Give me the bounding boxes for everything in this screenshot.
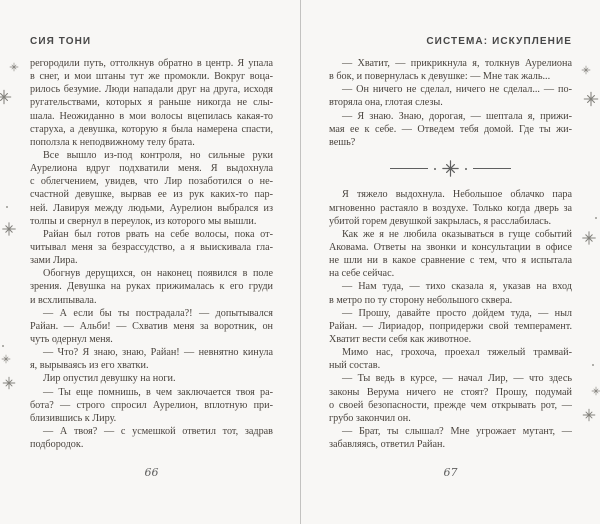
sparkle-star-icon xyxy=(583,409,596,422)
text-line: Я тяжело выдохнула. Небольшое облачко пара xyxy=(342,189,572,201)
text-line: Лир опустил девушку на ноги. xyxy=(43,373,176,385)
sparkle-star-icon xyxy=(2,355,11,364)
margin-dot xyxy=(592,364,594,366)
sparkle-star-icon xyxy=(3,377,16,390)
text-line: поползла к неподвижному телу брата. xyxy=(30,136,195,148)
text-line: вторяла она, глотая слезы. xyxy=(329,97,443,109)
text-line: Аурелиона вдруг подхватили меня. Я выдохнула xyxy=(30,163,273,175)
text-line: ругательствами, которых я раньше никогда не слы- xyxy=(30,97,273,109)
text-line: Аковама. Ответы на звонки и консультации в офисе xyxy=(329,241,572,253)
ornament-dot xyxy=(434,168,436,170)
text-line: убитой горем девушкой закрылась, я расслабилась. xyxy=(329,215,552,227)
text-line: — А если бы ты пострадала?! — допытывался xyxy=(43,307,273,319)
text-line: — Ты ведь в курсе, — начал Лир, — что здесь xyxy=(342,373,572,385)
running-header-title: СИСТЕМА: ИСКУПЛЕНИЕ xyxy=(426,36,572,47)
text-line: и всхлипывала. xyxy=(30,294,97,306)
text-line: Райан. — Лириадор, попридержи свой темперамент. xyxy=(329,320,572,332)
text-line: на себе сейчас. xyxy=(329,268,395,280)
text-line: шала. Неожиданно в мои волосы вцепилась какая-то xyxy=(30,110,273,122)
text-line: грубо закончил он. xyxy=(329,412,411,424)
sparkle-star-icon xyxy=(592,387,600,396)
text-line: — Хватит, — прикрикнула я, толкнув Аурелиона xyxy=(342,58,572,69)
ornament-rule-left xyxy=(390,168,428,169)
page-gutter-divider xyxy=(300,0,301,524)
text-line: бота? — строго спросил Аурелион, вплотную при- xyxy=(30,399,273,411)
text-line: с облегчением, увидев, что Лир позаботился о не- xyxy=(30,176,273,188)
text-line: зрения. Девушка на руках прижималась к его груди xyxy=(30,281,273,293)
text-line: Обогнув дерущихся, он наконец появился в поле xyxy=(43,268,273,280)
margin-dot xyxy=(595,217,597,219)
text-line: законы Верума ничего не стоят? Прошу, подумай xyxy=(329,386,572,398)
text-line: я, вырываясь из его хватки. xyxy=(30,360,149,372)
text-line: в метро по ту сторону небольшого сквера. xyxy=(329,294,513,306)
sparkle-star-icon xyxy=(582,66,591,75)
text-line: — Я знаю. Знаю, дорогая, — шептала я, прижи- xyxy=(342,110,572,122)
text-line: — Прошу, давайте просто дойдем туда, — ныл xyxy=(342,307,572,319)
running-header-author: СИЯ ТОНИ xyxy=(30,36,92,47)
text-line: — А твоя? — с усмешкой ответил тот, задрав xyxy=(43,425,273,437)
text-line: Мимо нас, грохоча, проехал тяжелый трамвай- xyxy=(342,347,572,359)
sparkle-star-icon xyxy=(582,231,596,245)
sparkle-star-icon xyxy=(2,222,16,236)
text-line: мая ее к себе. — Отведем тебя домой. Где ты жи- xyxy=(329,123,572,135)
text-line: ный состав. xyxy=(329,360,381,372)
sparkle-star-icon xyxy=(442,160,459,177)
text-line: подбородок. xyxy=(30,439,84,451)
text-line: в бок, и повернулась к девушке: — Мне так жаль... xyxy=(329,71,551,83)
text-line: Хватит вести себя как животное. xyxy=(329,333,472,345)
text-line: рилось безумие. Люди нападали друг на друга, исходя xyxy=(30,84,273,96)
text-line: ней. Лавируя между людьми, Аурелион выбрался из xyxy=(30,202,273,214)
scene-break-ornament xyxy=(329,149,572,188)
page-number-right: 67 xyxy=(443,466,458,479)
text-line: Райан был готов рвать на себе волосы, пока от- xyxy=(43,228,273,240)
text-line: регородили путь, оттолкнув обратно в центр. Я упала xyxy=(30,58,273,69)
text-line: вешь? xyxy=(329,136,356,148)
text-line: старуха, а девушка, которую я была намерена спасти, xyxy=(30,123,273,135)
text-line: чуть одернул меня. xyxy=(30,333,113,345)
text-line: близившись к Лиру. xyxy=(30,412,117,424)
text-line: Райан. — Альби! — Схватив меня за воротник, он xyxy=(30,320,273,332)
ornament-dot xyxy=(465,168,467,170)
text-line: — Брат, ты слышал? Мне угрожает мутант, — xyxy=(342,425,572,437)
text-line: забавляясь, ответил Райан. xyxy=(329,439,446,451)
text-line: мгновенно растаяло в воздухе. Только когда дверь за xyxy=(329,202,572,214)
text-line: толпы и свернул в переулок, из которого мы вышли. xyxy=(30,215,257,227)
text-line: зами Лира. xyxy=(30,255,78,267)
text-line: счастной девушке, вырвав ее из рук каких-то пар- xyxy=(30,189,273,201)
text-line: — Что? Я знаю, знаю, Райан! — невнятно кинула xyxy=(43,347,273,359)
page-number-left: 66 xyxy=(144,466,159,479)
text-line: читывал меня за безрассудство, а я выискивала гла- xyxy=(30,241,273,253)
sparkle-star-icon xyxy=(10,63,19,72)
text-line: Как же я не любила оказываться в гуще событий xyxy=(342,228,572,240)
text-line: Все вышло из-под контроля, но сильные руки xyxy=(43,149,273,161)
text-line: — Нам туда, — тихо сказала я, указав на вход xyxy=(342,281,572,293)
page-text-right xyxy=(329,57,572,451)
text-line: в снег, и мои штаны тут же промокли. Вокруг воца- xyxy=(30,71,273,83)
page-text-left xyxy=(30,57,273,451)
margin-dot xyxy=(2,345,4,347)
text-line: о своей безопасности, прежде чем открывать рот, — xyxy=(329,399,572,411)
text-line: не шли ни в какое сравнение с тем, что я испытала xyxy=(329,255,572,267)
text-line: — Он ничего не сделал, ничего не сделал... — по- xyxy=(342,84,572,96)
margin-dot xyxy=(6,206,8,208)
text-line: — Ты еще помнишь, в чем заключается твоя ра- xyxy=(43,386,273,398)
sparkle-star-icon xyxy=(0,90,12,105)
sparkle-star-icon xyxy=(584,92,599,107)
ornament-rule-right xyxy=(473,168,511,169)
